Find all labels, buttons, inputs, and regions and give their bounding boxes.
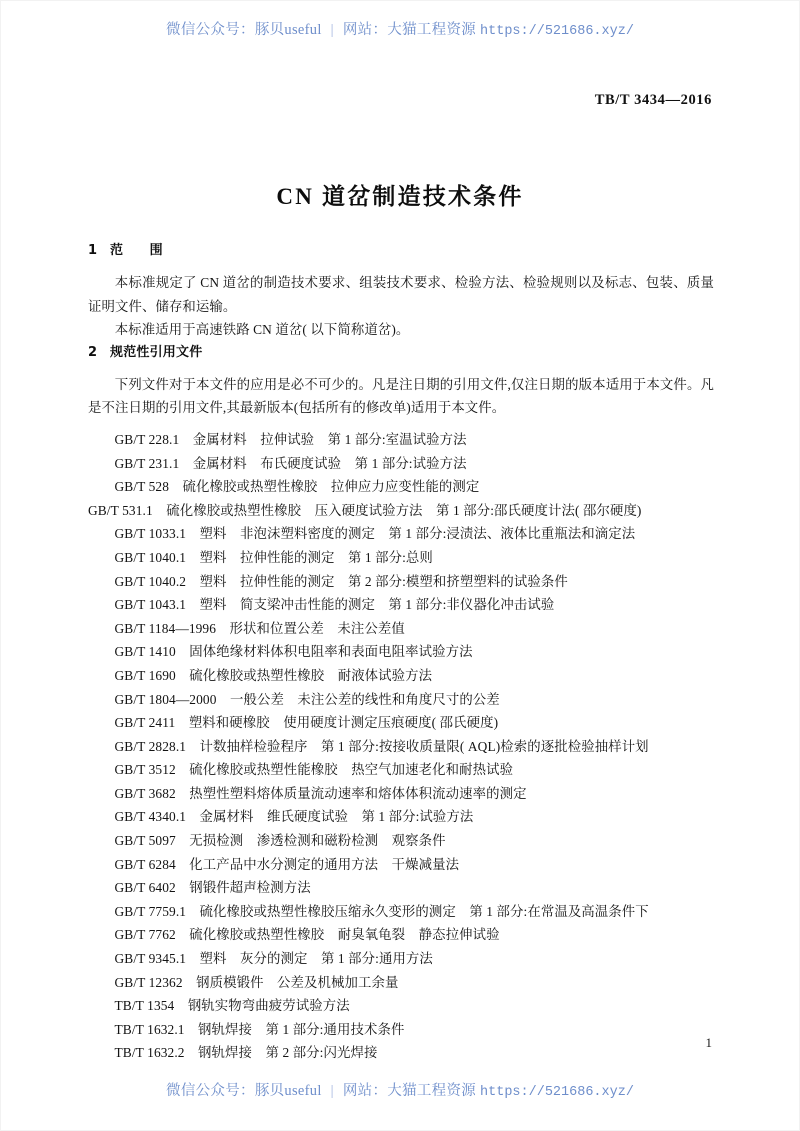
watermark-site-label: 网站：大猫工程资源 [342,22,477,38]
reference-item: GB/T 228.1 金属材料 拉伸试验 第 1 部分:室温试验方法 [114,431,467,447]
normative-references-list [88,428,714,1065]
watermark-separator: | [330,22,334,38]
reference-item: GB/T 1690 硫化橡胶或热塑性橡胶 耐液体试验方法 [114,667,433,683]
reference-item: TB/T 1354 钢轨实物弯曲疲劳试验方法 [114,998,350,1014]
watermark-header [0,18,800,39]
watermark-separator: | [330,1083,334,1099]
reference-item: GB/T 231.1 金属材料 布氏硬度试验 第 1 部分:试验方法 [114,455,467,471]
page-title: CN 道岔制造技术条件 [276,184,524,209]
watermark-url: https://521686.xyz/ [480,24,634,39]
reference-item: GB/T 1184—1996 形状和位置公差 未注公差值 [114,620,405,636]
watermark-footer [0,1079,800,1100]
reference-item: GB/T 5097 无损检测 渗透检测和磁粉检测 观察条件 [114,833,446,849]
reference-item: GB/T 12362 钢质模锻件 公差及机械加工余量 [114,974,399,990]
reference-item: GB/T 1410 固体绝缘材料体积电阻率和表面电阻率试验方法 [114,644,473,660]
reference-item: GB/T 3512 硫化橡胶或热塑性能橡胶 热空气加速老化和耐热试验 [114,762,514,778]
reference-item: GB/T 9345.1 塑料 灰分的测定 第 1 部分:通用方法 [114,951,433,967]
watermark-wechat-label: 微信公众号：豚贝useful [166,1083,322,1099]
clause-number-1: 1 [88,243,98,258]
clause-heading-1 [88,240,714,262]
reference-item: GB/T 1040.2 塑料 拉伸性能的测定 第 2 部分:模塑和挤塑塑料的试验条件 [114,573,568,589]
watermark-url: https://521686.xyz/ [480,1085,634,1100]
reference-item: GB/T 4340.1 金属材料 维氏硬度试验 第 1 部分:试验方法 [114,809,474,825]
reference-item: GB/T 6284 化工产品中水分测定的通用方法 干燥减量法 [114,856,460,872]
clause-heading-2 [88,342,714,364]
standard-number: TB/T 3434—2016 [594,92,712,108]
clause-1-paragraph-1: 本标准规定了 CN 道岔的制造技术要求、组装技术要求、检验方法、检验规则以及标志、包装、质量证明文件、储存和运输。 [88,275,714,314]
document-body [88,240,714,1065]
clause-1-paragraph-2: 本标准适用于高速铁路 CN 道岔( 以下简称道岔)。 [114,322,410,338]
reference-item: GB/T 2828.1 计数抽样检验程序 第 1 部分:按接收质量限( AQL)检索的逐批检验抽样计划 [114,738,649,754]
reference-item: GB/T 2411 塑料和硬橡胶 使用硬度计测定压痕硬度( 邵氏硬度) [114,715,499,731]
reference-item: GB/T 528 硫化橡胶或热塑性橡胶 拉伸应力应变性能的测定 [114,479,480,495]
reference-item: GB/T 1804—2000 一般公差 未注公差的线性和角度尺寸的公差 [114,691,500,707]
reference-item: GB/T 1043.1 塑料 简支梁冲击性能的测定 第 1 部分:非仪器化冲击试验 [114,597,555,613]
clause-title-1: 范 围 [110,243,163,258]
reference-item: GB/T 3682 热塑性塑料熔体质量流动速率和熔体体积流动速率的测定 [114,785,527,801]
reference-item: TB/T 1632.2 钢轨焊接 第 2 部分:闪光焊接 [114,1045,378,1061]
reference-item: GB/T 531.1 硫化橡胶或热塑性橡胶 压入硬度试验方法 第 1 部分:邵氏硬度计法( 邵尔硬度) [88,502,642,518]
reference-item: GB/T 7762 硫化橡胶或热塑性橡胶 耐臭氧龟裂 静态拉伸试验 [114,927,500,943]
clause-number-2: 2 [88,344,98,360]
reference-item: GB/T 1033.1 塑料 非泡沫塑料密度的测定 第 1 部分:浸渍法、液体比重瓶法和滴定法 [114,526,636,542]
watermark-site-label: 网站：大猫工程资源 [342,1083,477,1099]
reference-item: TB/T 1632.1 钢轨焊接 第 1 部分:通用技术条件 [114,1021,405,1037]
clause-2-paragraph-1: 下列文件对于本文件的应用是必不可少的。凡是注日期的引用文件,仅注日期的版本适用于本文件。凡是不注日期的引用文件,其最新版本(包括所有的修改单)适用于本文件。 [88,376,714,416]
reference-item: GB/T 1040.1 塑料 拉伸性能的测定 第 1 部分:总则 [114,549,433,565]
reference-item: GB/T 7759.1 硫化橡胶或热塑性橡胶压缩永久变形的测定 第 1 部分:在常温及高温条件下 [114,903,649,919]
watermark-wechat-label: 微信公众号：豚贝useful [166,22,322,38]
reference-item: GB/T 6402 钢锻件超声检测方法 [114,880,311,896]
page-number: 1 [705,1035,712,1050]
clause-title-2: 规范性引用文件 [110,344,203,360]
